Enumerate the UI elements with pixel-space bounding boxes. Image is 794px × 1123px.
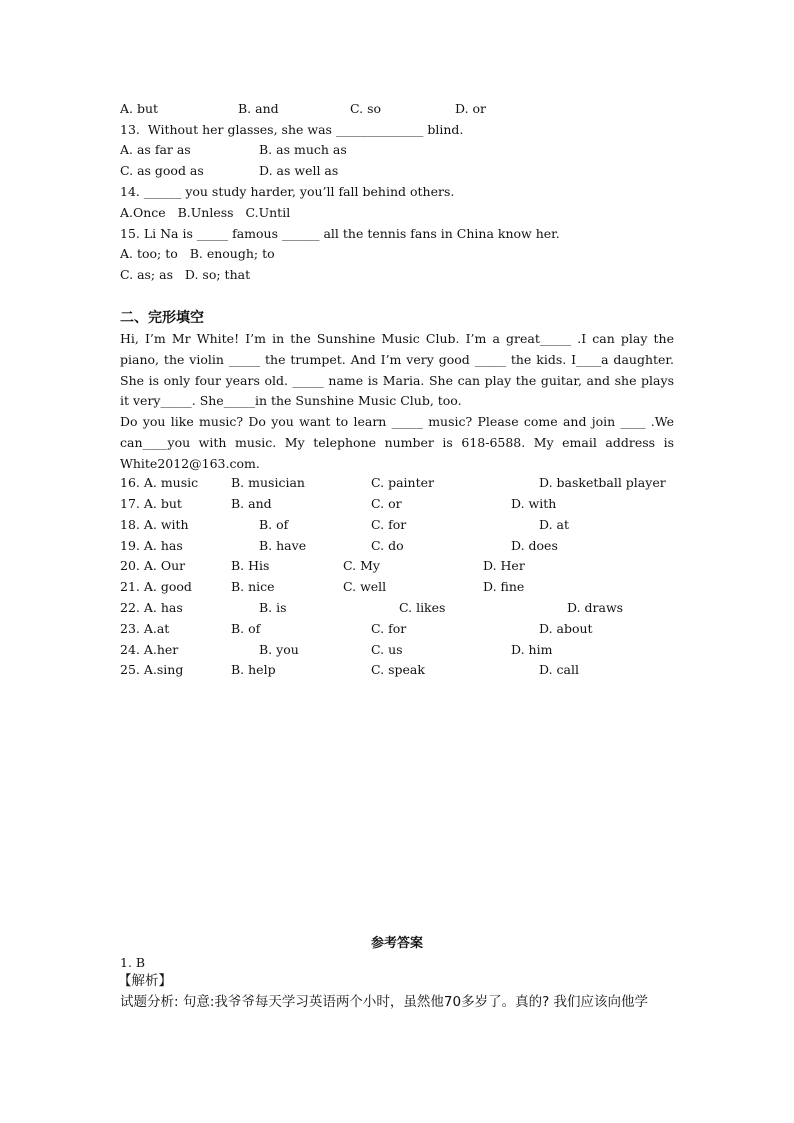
q15-options-row1: A. too; to B. enough; to — [120, 246, 275, 261]
q12-option-b: B. and — [238, 101, 279, 116]
q15-stem: 15. Li Na is _____ famous ______ all the tennis fans in China know her. — [120, 226, 560, 241]
q13-option-d: D. as well as — [259, 163, 339, 178]
q15-options-row2: C. as; as D. so; that — [120, 267, 251, 282]
cloze-option-d: D. draws — [567, 600, 624, 615]
cloze-option-d: D. at — [539, 517, 569, 532]
answers-title: 参考答案 — [370, 936, 423, 951]
q13-option-a: A. as far as — [120, 142, 191, 157]
cloze-option-d: D. Her — [483, 558, 525, 573]
passage-paragraph-1: Hi, I’m Mr White! I’m in the Sunshine Music Club. I’m a great_____ .I can play the piano, the violin _____ the trumpet. And I’m very good _____ the kids. I____a daughter. She is only four years old. _____ name is Maria. She can play the guitar, and she plays it very_____. She_____in the Sunshine Music Club, too. — [120, 331, 674, 409]
cloze-option-b: B. of — [231, 621, 261, 636]
cloze-option-a: 18. A. with — [120, 517, 189, 532]
cloze-option-c: C. for — [371, 621, 407, 636]
cloze-option-b: B. His — [231, 558, 270, 573]
cloze-option-a: 16. A. music — [120, 475, 199, 490]
cloze-option-c: C. speak — [371, 662, 425, 677]
q12-option-a: A. but — [120, 101, 159, 116]
cloze-option-c: C. My — [343, 558, 380, 573]
cloze-option-a: 24. A.her — [120, 642, 179, 657]
cloze-option-b: B. nice — [231, 579, 275, 594]
cloze-option-d: D. him — [511, 642, 553, 657]
cloze-option-a: 23. A.at — [120, 621, 170, 636]
cloze-option-b: B. musician — [231, 475, 305, 490]
cloze-option-c: C. for — [371, 517, 407, 532]
cloze-option-c: C. do — [371, 538, 404, 553]
cloze-option-c: C. us — [371, 642, 403, 657]
cloze-option-a: 21. A. good — [120, 579, 192, 594]
cloze-option-b: B. help — [231, 662, 276, 677]
section-heading: 二、完形填空 — [120, 310, 204, 326]
q13-stem: 13. Without her glasses, she was ______________ blind. — [120, 122, 464, 137]
cloze-option-b: B. you — [259, 642, 299, 657]
q13-option-c: C. as good as — [120, 163, 204, 178]
q13-option-b: B. as much as — [259, 142, 347, 157]
cloze-option-a: 22. A. has — [120, 600, 183, 615]
cloze-option-d: D. fine — [483, 579, 525, 594]
cloze-option-d: D. with — [511, 496, 557, 511]
q12-option-c: C. so — [350, 101, 382, 116]
cloze-option-d: D. about — [539, 621, 593, 636]
q14-stem: 14. ______ you study harder, you’ll fall behind others. — [120, 184, 455, 199]
answer-1: 1. B — [120, 955, 146, 970]
cloze-option-a: 17. A. but — [120, 496, 182, 511]
analysis-text: 试题分析: 句意:我爷爷每天学习英语两个小时，虽然他70多岁了。真的? 我们应该向他学 — [120, 994, 649, 1010]
cloze-option-d: D. does — [511, 538, 558, 553]
cloze-option-a: 19. A. has — [120, 538, 183, 553]
q12-option-d: D. or — [455, 101, 487, 116]
cloze-option-c: C. painter — [371, 475, 434, 490]
analysis-label: 【解析】 — [118, 973, 172, 989]
cloze-option-c: C. likes — [399, 600, 446, 615]
cloze-option-b: B. of — [259, 517, 289, 532]
cloze-option-d: D. basketball player — [539, 475, 666, 490]
cloze-option-c: C. or — [371, 496, 402, 511]
cloze-option-b: B. have — [259, 538, 307, 553]
cloze-option-a: 25. A.sing — [120, 662, 184, 677]
cloze-option-b: B. is — [259, 600, 287, 615]
cloze-option-c: C. well — [343, 579, 387, 594]
cloze-option-a: 20. A. Our — [120, 558, 186, 573]
q14-options: A.Once B.Unless C.Until — [120, 205, 291, 220]
cloze-option-d: D. call — [539, 662, 579, 677]
cloze-option-b: B. and — [231, 496, 272, 511]
passage-paragraph-2: Do you like music? Do you want to learn _____ music? Please come and join ____ .We can____you with music. My telephone number is 618-6588. My email address is White2012@163.com. — [120, 414, 674, 471]
